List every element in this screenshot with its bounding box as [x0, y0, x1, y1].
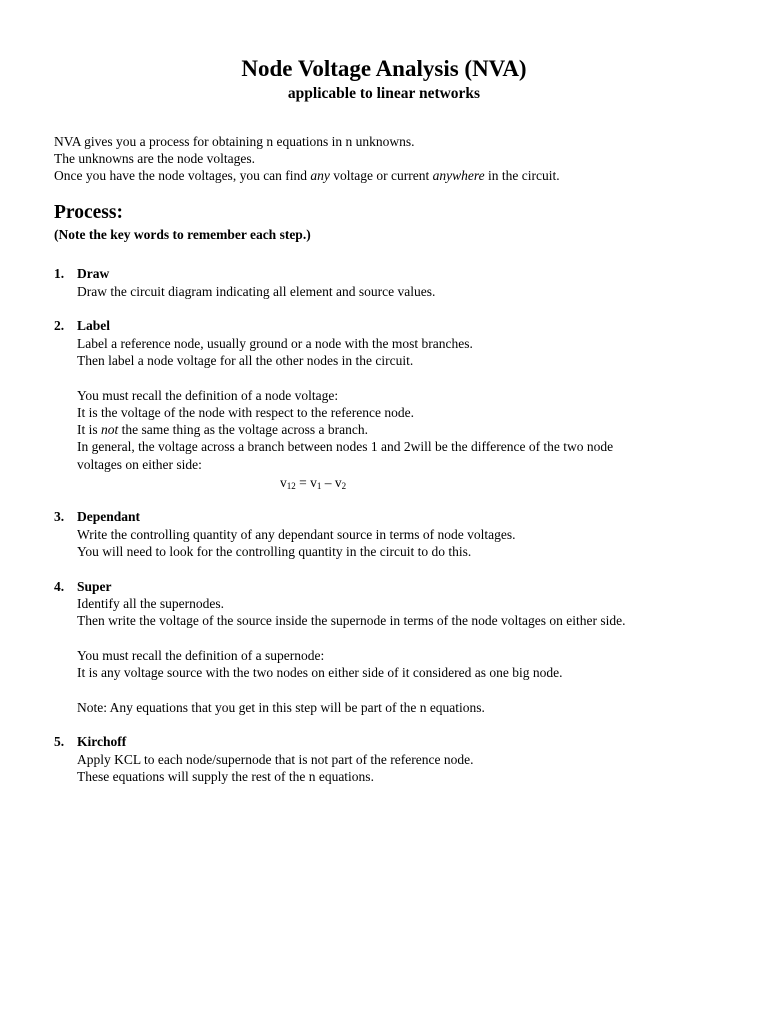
formula-sub-2: 2: [341, 481, 347, 491]
step-4-line-1: Identify all the supernodes.: [77, 596, 224, 611]
intro-line-3-part: voltage or current: [329, 168, 433, 183]
step-2-line-2: Then label a node voltage for all the other nodes in the circuit.: [77, 353, 414, 368]
page-title: Node Voltage Analysis (NVA): [241, 56, 527, 81]
step-3-keyword: Dependant: [77, 509, 141, 524]
step-5-keyword: Kirchoff: [77, 734, 127, 749]
step-1-number: 1.: [54, 266, 65, 281]
step-2-keyword: Label: [77, 318, 111, 333]
step-2-line-6: In general, the voltage across a branch between nodes 1 and 2will be the difference of the two node: [77, 439, 614, 454]
step-3-number: 3.: [54, 509, 65, 524]
step-2-line-5: [77, 421, 368, 438]
step-3-line-2: You will need to look for the controlling quantity in the circuit to do this.: [77, 544, 472, 559]
intro-line-2: The unknowns are the node voltages.: [54, 151, 255, 166]
intro-line-3-part: Once you have the node voltages, you can find: [54, 168, 311, 183]
step-2-line-7: voltages on either side:: [77, 457, 202, 472]
formula-eq: = v: [295, 475, 317, 490]
formula-minus: – v: [321, 475, 342, 490]
intro-line-3-part: in the circuit.: [484, 168, 560, 183]
step-2-line-4: It is the voltage of the node with respect to the reference node.: [77, 405, 414, 420]
emphasis-anywhere: anywhere: [432, 168, 485, 183]
step-5-line-1: Apply KCL to each node/supernode that is not part of the reference node.: [77, 752, 474, 767]
step-4-line-3: You must recall the definition of a supernode:: [77, 648, 325, 663]
step-4-keyword: Super: [77, 579, 112, 594]
process-note: (Note the key words to remember each step.): [54, 227, 311, 242]
page-subtitle: applicable to linear networks: [287, 85, 481, 102]
step-4-line-2: Then write the voltage of the source inside the supernode in terms of the node voltages on either side.: [77, 613, 626, 628]
step-2-line-1: Label a reference node, usually ground or a node with the most branches.: [77, 336, 473, 351]
intro-line-1: NVA gives you a process for obtaining n equations in n unknowns.: [54, 134, 415, 149]
step-1-keyword: Draw: [77, 266, 110, 281]
step-3-line-1: Write the controlling quantity of any dependant source in terms of node voltages.: [77, 527, 516, 542]
emphasis-not: not: [101, 422, 119, 437]
step-5-number: 5.: [54, 734, 65, 749]
step-2-line-5-part: It is: [77, 422, 102, 437]
step-1-line-1: Draw the circuit diagram indicating all element and source values.: [77, 284, 436, 299]
step-4-number: 4.: [54, 579, 65, 594]
step-2-line-5-part: the same thing as the voltage across a branch.: [118, 422, 368, 437]
emphasis-any: any: [310, 168, 330, 183]
formula-v: v: [280, 475, 287, 490]
step-4-line-4: It is any voltage source with the two nodes on either side of it considered as one big node.: [77, 665, 563, 680]
formula-sub-1: 1: [316, 481, 322, 491]
step-5-line-2: These equations will supply the rest of the n equations.: [77, 769, 374, 784]
branch-voltage-formula: [280, 474, 346, 491]
intro-line-3: [54, 167, 560, 184]
step-4-line-5: Note: Any equations that you get in this step will be part of the n equations.: [77, 700, 485, 715]
process-heading: Process:: [54, 202, 123, 223]
step-2-number: 2.: [54, 318, 65, 333]
step-2-line-3: You must recall the definition of a node voltage:: [77, 388, 339, 403]
formula-sub-12: 12: [286, 481, 296, 491]
